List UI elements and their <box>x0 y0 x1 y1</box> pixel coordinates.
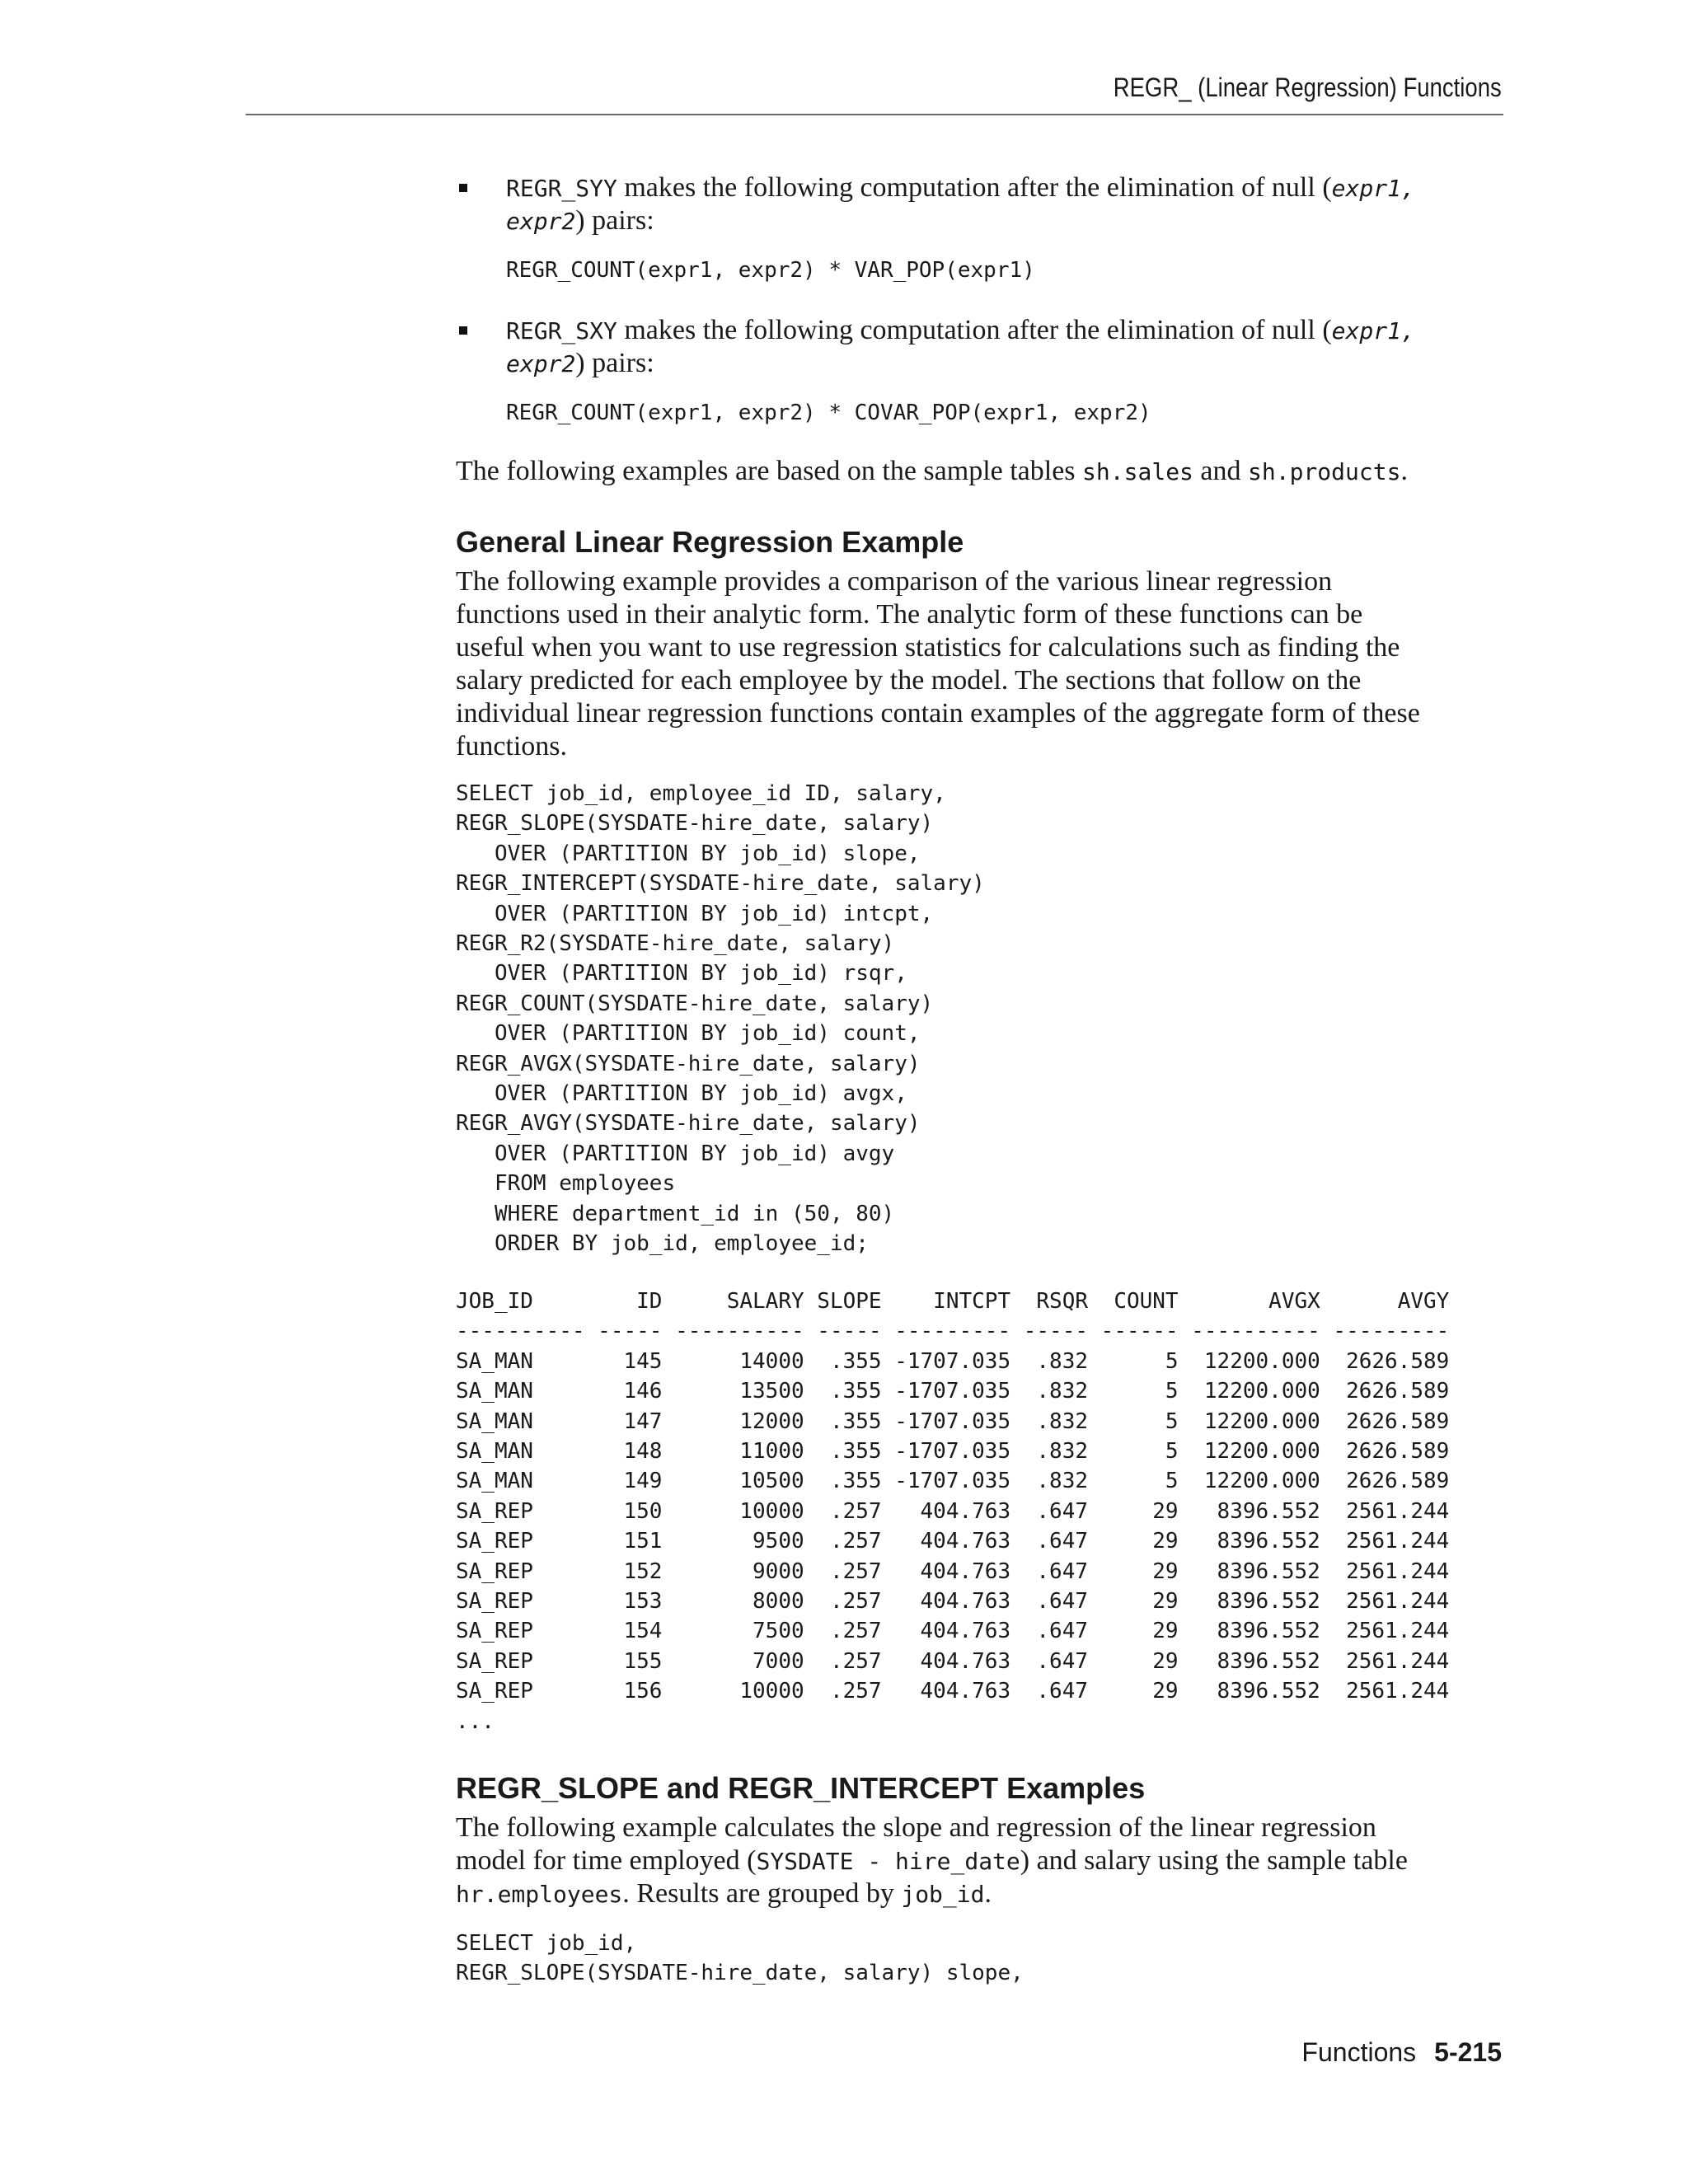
code-regr-syy: REGR_COUNT(expr1, expr2) * VAR_POP(expr1) <box>506 258 1035 283</box>
inline-code-table-name: hr.employees <box>456 1881 623 1908</box>
section2-paragraph-line1: The following example calculates the slope and regression of the linear regression <box>456 1812 1376 1843</box>
section-heading-general-linear-regression: General Linear Regression Example <box>456 525 964 559</box>
table-row: SA_MAN 146 13500 .355 -1707.035 .832 5 12200.000 2626.589 <box>456 1379 1450 1404</box>
section2-paragraph-line3 <box>456 1877 992 1911</box>
result-ellipsis: ... <box>456 1708 495 1734</box>
table-row: SA_REP 151 9500 .257 404.763 .647 29 8396.552 2561.244 <box>456 1529 1450 1554</box>
intro-paragraph <box>456 455 1408 489</box>
footer-section-name: Functions <box>1301 2037 1417 2067</box>
section2-paragraph-line2 <box>456 1844 1408 1878</box>
section1-paragraph-line: salary predicted for each employee by the model. The sections that follow on the <box>456 665 1362 696</box>
argument-expr1: expr1, <box>1331 175 1415 202</box>
section-heading-regr-slope-intercept: REGR_SLOPE and REGR_INTERCEPT Examples <box>456 1771 1146 1805</box>
argument-expr2: expr2 <box>506 350 576 377</box>
page-footer <box>1301 2037 1502 2068</box>
table-row: SA_MAN 145 14000 .355 -1707.035 .832 5 12200.000 2626.589 <box>456 1348 1450 1374</box>
section1-paragraph-line: individual linear regression functions contain examples of the aggregate form of these <box>456 698 1420 729</box>
bullet-text-end: ) pairs: <box>575 348 654 378</box>
argument-expr2: expr2 <box>506 208 576 235</box>
section1-paragraph-line: functions. <box>456 731 568 762</box>
intro-text-end: . <box>1400 456 1408 486</box>
result-separator-row: ---------- ----- ---------- ----- --------- ----- ------ ---------- --------- <box>456 1319 1450 1344</box>
result-header-row: JOB_ID ID SALARY SLOPE INTCPT RSQR COUNT AVGX AVGY <box>456 1289 1450 1314</box>
section1-paragraph-line: The following example provides a comparison of the various linear regression <box>456 566 1333 597</box>
table-name-sales: sh.sales <box>1082 458 1193 485</box>
section1-paragraph-line: useful when you want to use regression statistics for calculations such as finding the <box>456 632 1400 663</box>
bullet-square-icon <box>459 184 467 192</box>
function-name: REGR_SYY <box>506 175 617 202</box>
table-row: SA_REP 152 9000 .257 404.763 .647 29 8396.552 2561.244 <box>456 1558 1450 1584</box>
table-row: SA_REP 156 10000 .257 404.763 .647 29 8396.552 2561.244 <box>456 1679 1450 1704</box>
section2-text: ) and salary using the sample table <box>1020 1845 1408 1876</box>
inline-code-job-id: job_id <box>901 1881 985 1908</box>
table-row: SA_REP 150 10000 .257 404.763 .647 29 8396.552 2561.244 <box>456 1498 1450 1524</box>
function-name: REGR_SXY <box>506 317 617 344</box>
bullet-text: makes the following computation after the elimination of null ( <box>617 172 1332 203</box>
intro-text: The following examples are based on the sample tables <box>456 456 1083 486</box>
running-head-title: REGR_ (Linear Regression) Functions <box>1113 73 1502 102</box>
table-row: SA_REP 155 7000 .257 404.763 .647 29 8396.552 2561.244 <box>456 1648 1450 1674</box>
code-regr-sxy: REGR_COUNT(expr1, expr2) * COVAR_POP(expr1, expr2) <box>506 401 1151 425</box>
table-row: SA_MAN 147 12000 .355 -1707.035 .832 5 12200.000 2626.589 <box>456 1408 1450 1434</box>
table-row: SA_REP 153 8000 .257 404.763 .647 29 8396.552 2561.244 <box>456 1589 1450 1614</box>
bullet-regr-sxy-line2 <box>506 347 654 381</box>
bullet-regr-syy-line2 <box>506 204 654 238</box>
section2-text: . <box>984 1878 992 1909</box>
table-name-products: sh.products <box>1248 458 1401 485</box>
inline-code-sysdate: SYSDATE - hire_date <box>756 1848 1020 1875</box>
code-regr-slope-query: SELECT job_id, REGR_SLOPE(SYSDATE-hire_date, salary) slope, <box>456 1931 1024 1986</box>
code-general-regression-query: SELECT job_id, employee_id ID, salary, REGR_SLOPE(SYSDATE-hire_date, salary) OVER (PARTITION BY job_id) slope, REGR_INTERCEPT(SYSDATE-hire_date, salary) OVER (PARTITION BY job_id) intcpt, REGR_R2(SYSDATE-hire_date, salary) OVER (PARTITION BY job_id) rsqr, REGR_COUNT(SYSDATE-hire_date, salary) OVER (PARTITION BY job_id) count, REGR_AVGX(SYSDATE-hire_date, salary) OVER (PARTITION BY job_id) avgx, REGR_AVGY(SYSDATE-hire_date, salary) OVER (PARTITION BY job_id) avgy FROM employees WHERE department_id in (50, 80) ORDER BY job_id, employee_id; <box>456 781 985 1257</box>
table-row: SA_REP 154 7500 .257 404.763 .647 29 8396.552 2561.244 <box>456 1619 1450 1644</box>
bullet-text: makes the following computation after the elimination of null ( <box>617 315 1332 345</box>
page-number: 5-215 <box>1434 2037 1502 2067</box>
bullet-text-end: ) pairs: <box>575 205 654 236</box>
section1-paragraph-line: functions used in their analytic form. The analytic form of these functions can be <box>456 599 1363 630</box>
section2-text: . Results are grouped by <box>622 1878 902 1909</box>
table-row: SA_MAN 149 10500 .355 -1707.035 .832 5 12200.000 2626.589 <box>456 1469 1450 1494</box>
table-row: SA_MAN 148 11000 .355 -1707.035 .832 5 12200.000 2626.589 <box>456 1439 1450 1464</box>
bullet-regr-sxy-line1 <box>506 314 1415 348</box>
argument-expr1: expr1, <box>1331 317 1415 344</box>
section2-text: model for time employed ( <box>456 1845 757 1876</box>
intro-text-and: and <box>1193 456 1248 486</box>
bullet-regr-syy-line1 <box>506 171 1415 205</box>
bullet-square-icon <box>459 326 467 335</box>
